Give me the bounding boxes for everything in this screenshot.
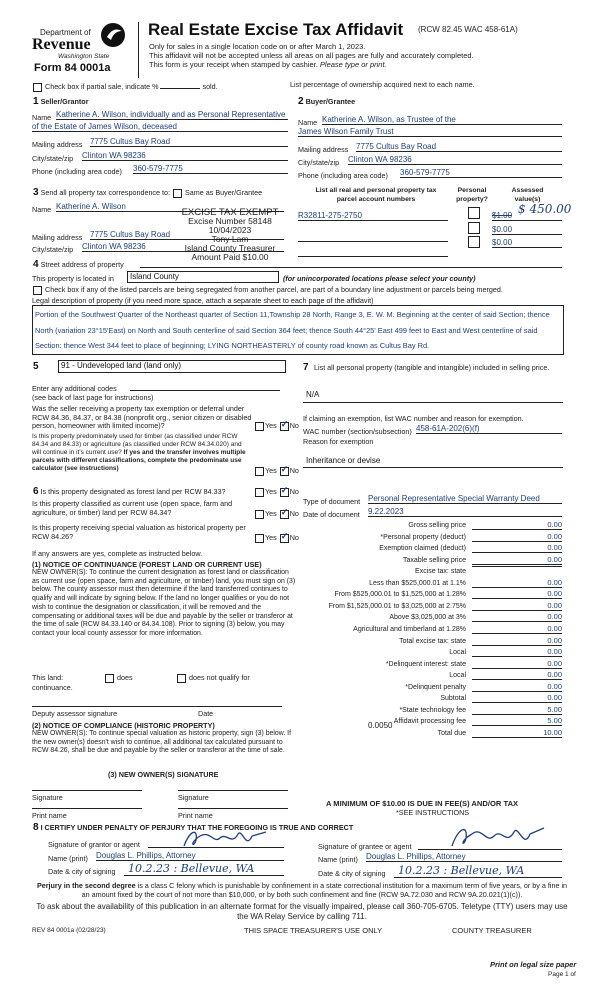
does-not-qualify-checkbox[interactable]: [177, 674, 186, 683]
owner-print-line-1[interactable]: [32, 808, 142, 809]
tax-row-value[interactable]: 0.00: [472, 520, 562, 530]
reason-line: [303, 467, 563, 468]
seller-mailing[interactable]: 7775 Cultus Bay Road: [90, 137, 288, 147]
signature-label-2: Signature: [178, 793, 209, 802]
buyer-city-label: City/state/zip: [298, 158, 340, 167]
personal-property-checkbox-2[interactable]: [468, 222, 480, 234]
current-use-question: Is this property classified as current use (open space, farm and agriculture, or timber) land per RCW 84.34?: [32, 499, 233, 517]
assessed-value-1-handwritten: $ 450.00: [518, 202, 572, 216]
tax-row-label: *State technology fee: [399, 706, 466, 714]
tax-row-value[interactable]: 0.00: [472, 601, 562, 611]
local-rate: 0.0050: [368, 721, 393, 730]
owner-print-line-2[interactable]: [178, 808, 288, 809]
current-use-yes-checkbox[interactable]: [255, 510, 264, 519]
grantor-name-label: Name (print): [48, 854, 88, 863]
exemption-no-checkbox[interactable]: [280, 422, 289, 431]
tax-row-label: Subtotal: [440, 695, 466, 703]
legal-description-box[interactable]: [32, 305, 564, 355]
deputy-signature-line[interactable]: [32, 706, 282, 707]
partial-sale-row: Check box if partial sale, indicate % sold.: [32, 82, 218, 92]
deputy-date-label: Date: [198, 709, 214, 718]
new-owner-signature-heading: (3) NEW OWNER(S) SIGNATURE: [108, 770, 219, 779]
assessed-value-2[interactable]: $0.00: [492, 225, 562, 235]
tax-row-label: *Delinquent interest: state: [385, 660, 466, 668]
personal-property-label: List all personal property (tangible and intangible) included in selling price.: [314, 363, 550, 372]
historic-yes-checkbox[interactable]: [255, 534, 264, 543]
doc-type[interactable]: Personal Representative Special Warranty Deed: [368, 494, 562, 504]
grantee-name[interactable]: Douglas L. Phillips, Attorney: [366, 852, 562, 862]
historic-no-checkbox[interactable]: [280, 534, 289, 543]
tax-row-label: Local: [449, 672, 466, 680]
continuance-label: continuance.: [32, 683, 73, 692]
current-use-yes-no: Yes ✓ No: [254, 509, 299, 519]
grantor-name[interactable]: Douglas L. Phillips, Attorney: [96, 851, 284, 861]
tax-row-value[interactable]: 0.00: [472, 682, 562, 692]
personal-property-checkbox-1[interactable]: [468, 207, 480, 219]
tax-mailing[interactable]: 7775 Cultus Bay Road: [90, 230, 284, 240]
timber-yes-no: Yes ✓ No: [254, 466, 299, 476]
tax-row-label: Excise tax: state: [415, 568, 466, 576]
tax-row-label: Exemption claimed (deduct): [379, 545, 466, 553]
form-number: Form 84 0001a: [34, 62, 111, 74]
buyer-name-2[interactable]: James Wilson Family Trust: [298, 127, 562, 137]
answers-note: If any answers are yes, complete as instructed below.: [32, 549, 203, 558]
tax-row-value[interactable]: 0.00: [472, 589, 562, 599]
seller-phone-label: Phone (including area code): [32, 167, 122, 176]
reason-value[interactable]: Inheritance or devise: [306, 456, 381, 465]
tax-city[interactable]: Clinton WA 98236: [82, 242, 284, 252]
legal-size-note: Print on legal size paper: [490, 960, 577, 969]
tax-row-label: Affidavit processing fee: [393, 718, 466, 726]
seller-mailing-label: Mailing address: [32, 140, 83, 149]
timber-no-checkbox[interactable]: [280, 467, 289, 476]
tax-row-label: Agricultural and timberland at 1.28%: [353, 625, 466, 633]
instruction-1: Only for sales in a single location code on or after March 1, 2023.: [149, 42, 366, 51]
county-select[interactable]: Island County: [127, 271, 279, 283]
assessed-col-header: Assessed value(s): [511, 187, 544, 203]
state-label: Washington State: [58, 53, 110, 60]
signature-label-1: Signature: [32, 793, 63, 802]
buyer-mailing-label: Mailing address: [298, 145, 349, 154]
historic-yes-no: Yes ✓ No: [254, 533, 299, 543]
revenue-logo-icon: [98, 22, 128, 50]
tax-row-value[interactable]: 0.00: [472, 612, 562, 622]
tax-row-value[interactable]: 5.00: [472, 716, 562, 726]
exemption-claim-label: If claiming an exemption, list WAC number and reason for exemption.: [303, 414, 524, 423]
owner-signature-line-1[interactable]: [32, 790, 142, 791]
tax-row-value[interactable]: 0.00: [472, 532, 562, 542]
seller-name-label: Name: [32, 113, 52, 122]
doc-date-label: Date of document: [303, 510, 360, 519]
tax-row-value[interactable]: [472, 566, 562, 567]
legal-label: Legal description of property (if you need more space, attach a separate sheet to each page of the affidavit): [32, 296, 374, 305]
section-2-heading: 2 Buyer/Grantee: [298, 96, 356, 107]
tax-row-label: Total due: [437, 729, 466, 737]
grantor-date-handwritten: 10.2.23 : Bellevue, WA: [128, 862, 255, 875]
tax-row-label: Taxable selling price: [402, 556, 466, 564]
tax-row-label: From $525,000.01 to $1,525,000 at 1.28%: [334, 591, 466, 599]
section-5-number: 5: [33, 361, 39, 372]
tax-row-value[interactable]: 0.00: [472, 543, 562, 553]
header-divider: [138, 22, 139, 78]
tax-row-value[interactable]: 0.00: [472, 624, 562, 634]
exemption-yes-checkbox[interactable]: [255, 422, 264, 431]
grantee-date-field[interactable]: [394, 877, 562, 878]
page-number: Page 1 of: [548, 971, 576, 978]
deputy-label: Deputy assessor signature: [32, 709, 118, 718]
grantee-date-label: Date & city of signing: [318, 869, 386, 878]
buyer-name-label: Name: [298, 118, 318, 127]
instruction-2: This affidavit will not be accepted unless all areas on all pages are fully and accurately completed.: [149, 51, 474, 60]
parcel-col-header: List all real and personal property tax parcel account numbers: [315, 187, 437, 203]
same-as-buyer-checkbox[interactable]: [173, 189, 182, 198]
notice-compliance-text: NEW OWNER(S): To continue special valuation as historic property, sign (3) below. If the new owner(s) doesn't wish to continue, all additional tax calculated pursuant to RCW 84.26, shall be due and payable by the seller or transferor at the time of sale.: [32, 730, 292, 755]
land-use-select[interactable]: 91 - Undeveloped land (land only): [58, 360, 286, 373]
tax-row-value[interactable]: 0.00: [472, 670, 562, 680]
grantee-signature-label: Signature of grantee or agent: [318, 842, 412, 851]
notice-continuance-heading: (1) NOTICE OF CONTINUANCE (FOREST LAND OR CURRENT USE): [32, 560, 262, 569]
personal-property-checkbox-3[interactable]: [468, 236, 480, 248]
print-name-label-1: Print name: [32, 811, 67, 820]
tax-city-label: City/state/zip: [32, 245, 74, 254]
county-treasurer-label: COUNTY TREASURER: [452, 926, 532, 935]
reason-label: Reason for exemption: [303, 437, 374, 446]
street-address-field[interactable]: [140, 267, 562, 268]
personal-property-value[interactable]: N/A: [306, 390, 320, 399]
timber-yes-checkbox[interactable]: [255, 467, 264, 476]
boundary-row: Check box if any of the listed parcels are being segregated from another parcel, are part of a boundary line adjustment or parcels being merged.: [32, 285, 503, 295]
forest-yes-checkbox[interactable]: [255, 488, 264, 497]
assessed-value-3[interactable]: $0.00: [492, 238, 562, 248]
tax-row-value[interactable]: 0.00: [472, 647, 562, 657]
tax-row-value[interactable]: 10.00: [472, 728, 562, 738]
partial-sale-checkbox[interactable]: [33, 83, 42, 92]
additional-codes-label: Enter any additional codes: [32, 384, 117, 393]
buyer-name-1[interactable]: Katherine A. Wilson, as Trustee of the: [322, 115, 562, 125]
section-4-heading: 4 Street address of property: [33, 259, 124, 270]
seller-phone[interactable]: 360-579-7775: [133, 164, 288, 174]
codes-note: (see back of last page for instructions): [32, 393, 154, 402]
section-7-number: 7: [303, 362, 309, 373]
perjury-notice: Perjury in the second degree is a class C felony which is punishable by confinement in a state correctional institution for a maximum term of five years, or by a fine in an amount fixed by the court of not more than $10,000, or by both such confinement and fine (RCW 9A.72.030 and RCW 9A.20.021(1)(c)).: [36, 881, 568, 899]
grantee-name-label: Name (print): [318, 855, 358, 864]
tax-row-label: From $1,525,000.01 to $3,025,000 at 2.75%: [328, 602, 466, 610]
notice-compliance-heading: (2) NOTICE OF COMPLIANCE (HISTORIC PROPERTY): [32, 721, 215, 730]
print-name-label-2: Print name: [178, 811, 213, 820]
seller-city[interactable]: Clinton WA 98236: [82, 151, 288, 161]
forest-no-checkbox[interactable]: [280, 488, 289, 497]
grantor-signature-label: Signature of grantor or agent: [48, 840, 140, 849]
tax-row-label: Above $3,025,000 at 3%: [389, 614, 466, 622]
seller-name-2[interactable]: of the Estate of James Wilson, deceased: [32, 122, 288, 132]
buyer-mailing[interactable]: 7775 Cultus Bay Road: [356, 142, 562, 152]
seller-name-1[interactable]: Katherine A. Wilson, individually and as Personal Representative: [56, 110, 288, 120]
located-label: This property is located in: [32, 274, 114, 283]
tax-row-value[interactable]: 0.00: [472, 555, 562, 565]
tax-row-value[interactable]: 0.00: [472, 693, 562, 703]
current-use-no-checkbox[interactable]: [280, 510, 289, 519]
wac-label: WAC number (section/subsection): [303, 427, 412, 436]
section-1-heading: 1 Seller/Grantor: [33, 96, 89, 107]
does-qualify-checkbox[interactable]: [105, 674, 114, 683]
timber-question: Is this property predominately used for timber (as classified under RCW 84.34 and 84.33) or agriculture (as classified under RCW 84.34.020) and will continue in it's current use? If yes and the transfer involves multiple parcels with different classifications, complete the predominate use calculator (see instructions): [32, 433, 246, 472]
notice-continuance-text: NEW OWNER(S): To continue the current designation as forest land or classification as current use (open space, farm and agriculture, or timber) land, you must sign on (3) below. The county assessor must then determine if the land transferred continues to qualify and will indicate by signing below. If the land no longer qualifies or you do not wish to continue the designation or classification, it will be removed and the compensating or additional taxes will be due and payable by the seller or transferor at the time of sale (RCW 84.33.140 or 84.34.108). Prior to signing (3) below, you may contact your local county assessor for more information.: [32, 569, 296, 637]
owner-signature-line-2[interactable]: [178, 790, 288, 791]
revenue-logo-text: Revenue: [32, 36, 91, 53]
wac-number[interactable]: 458-61A-202(6)(f): [416, 424, 562, 434]
section-8-heading: 8 I CERTIFY UNDER PENALTY OF PERJURY THAT THE FOREGOING IS TRUE AND CORRECT: [33, 822, 354, 833]
this-land-label: This land:: [32, 673, 64, 682]
seller-city-label: City/state/zip: [32, 154, 74, 163]
boundary-checkbox[interactable]: [33, 286, 42, 295]
does-not-option: does not qualify for: [176, 673, 250, 683]
parcel-number-1[interactable]: R32811-275-2750: [298, 211, 448, 221]
grantor-signature-image: [180, 826, 270, 854]
personal-property-line: [303, 402, 563, 403]
treasurer-stamp: EXCISE TAX EXEMPT Excise Number 58148 10/04/2023 Tony Lam Island County Treasurer Amount Paid $10.00: [181, 207, 279, 262]
tax-row-label: *Personal property (deduct): [380, 533, 466, 541]
historic-question: Is this property receiving special valuation as historical property per RCW 84.26?: [32, 523, 246, 541]
grantor-date-field[interactable]: [124, 875, 284, 876]
exemption-question: Was the seller receiving a property tax exemption or deferral under RCW 84.36, 84.37, or 84.38 (nonprofit org., senior citizen or disabled person, homeowner with limited income)?: [32, 404, 252, 430]
buyer-city[interactable]: Clinton WA 98236: [348, 155, 562, 165]
parcel-number-3[interactable]: [298, 247, 448, 257]
tax-row-value[interactable]: 5.00: [472, 705, 562, 715]
minimum-due-note: A MINIMUM OF $10.00 IS DUE IN FEE(S) AND/OR TAX: [326, 799, 519, 808]
legal-description: Portion of the Southwest Quarter of the Northeast quarter of Section 11,Township 28 North, Range 3, E. W. M. Beginning at the center of said Section; thence North (variation 23°15'East) on North and South centerline of said Section 364 feet; thence South 44°25' East 499 feet to East and West centerline of said Section: thence West 344 feet to place of beginning; LYING NORTHEASTERLY of county road known as Cultus Bay Rd.: [35, 310, 550, 350]
buyer-phone[interactable]: 360-579-7775: [400, 168, 562, 178]
tax-row-label: Local: [449, 649, 466, 657]
see-instructions: *SEE INSTRUCTIONS: [396, 808, 470, 817]
ownership-note: List percentage of ownership acquired next to each name.: [290, 80, 475, 89]
tax-row-label: Total excise tax: state: [399, 637, 466, 645]
dept-label: Department of: [40, 28, 91, 37]
form-title: Real Estate Excise Tax Affidavit: [148, 20, 404, 39]
grantor-date-label: Date & city of signing: [48, 867, 116, 876]
tax-row-label: Gross selling price: [408, 522, 466, 529]
rcw-reference: (RCW 82.45 WAC 458-61A): [418, 25, 518, 34]
section-3-heading: 3 Send all property tax correspondence to: Same as Buyer/Grantee: [33, 187, 263, 198]
grantee-date-handwritten: 10.2.23 : Bellevue, WA: [398, 864, 525, 877]
section-6-heading: 6 Is this property designated as forest land per RCW 84.33?: [33, 486, 226, 497]
instruction-3: This form is your receipt when stamped by cashier. Please type or print.: [149, 60, 387, 69]
assessed-value-1[interactable]: $1.00: [492, 211, 562, 221]
personal-col-header: Personal property?: [456, 187, 488, 203]
forest-yes-no: Yes ✓ No: [254, 487, 299, 497]
tax-row-label: *Delinquent penalty: [405, 683, 466, 691]
tax-mailing-label: Mailing address: [32, 233, 83, 242]
doc-date[interactable]: 9.22.2023: [368, 507, 562, 517]
tax-row-value[interactable]: 0.00: [472, 659, 562, 669]
tax-name[interactable]: Katherine A. Wilson: [56, 202, 284, 212]
tax-name-label: Name: [32, 205, 52, 214]
buyer-phone-label: Phone (including area code): [298, 171, 388, 180]
alt-format-notice: To ask about the availability of this publication in an alternate format for the visually impaired, please call 360-705-6705. Teletype (TTY) users may use the WA Relay Service by calling 711.: [36, 902, 568, 921]
grantee-signature-image: [448, 822, 548, 854]
parcel-number-2[interactable]: [298, 232, 448, 242]
additional-codes-field[interactable]: [130, 390, 280, 391]
tax-row-value[interactable]: 0.00: [472, 636, 562, 646]
doc-type-label: Type of document: [303, 497, 361, 506]
revision-label: REV 84 0001a (02/28/23): [32, 927, 106, 934]
tax-row-label: Less than $525,000.01 at 1.1%: [369, 579, 466, 587]
county-note: (for unincorporated locations please select your county): [283, 274, 476, 283]
does-option: does: [104, 673, 133, 683]
exemption-yes-no: Yes ✓ No: [254, 421, 299, 431]
tax-row-value[interactable]: 0.00: [472, 578, 562, 588]
treasurer-use-label: THIS SPACE TREASURER'S USE ONLY: [244, 926, 383, 935]
